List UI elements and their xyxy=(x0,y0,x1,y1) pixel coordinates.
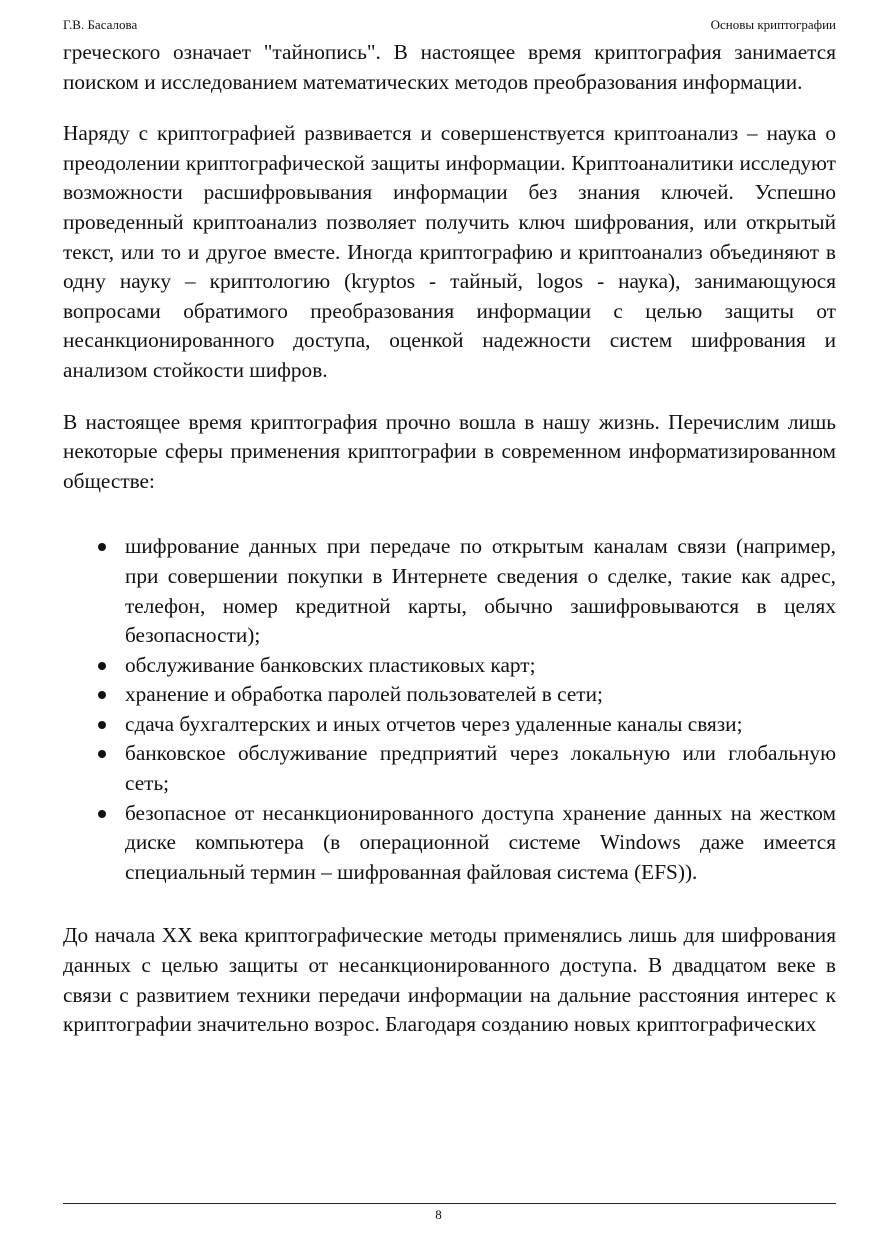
list-item xyxy=(125,799,836,888)
list-item xyxy=(125,710,836,740)
header-author: Г.В. Басалова xyxy=(63,17,138,32)
page-body xyxy=(63,38,836,1040)
paragraph-1: греческого означает "тайнопись". В настоящее время криптография занимается поиском и исследованием математических методов преобразования информации. xyxy=(63,40,836,94)
list-item-text: безопасное от несанкционированного доступа хранение данных на жестком диске компьютера (в операционной системе Windows даже имеется специальный термин – шифрованная файловая система (EFS)). xyxy=(125,800,836,884)
bullet-icon xyxy=(98,721,106,729)
bullet-icon xyxy=(98,810,106,818)
paragraph-4: До начала XX века криптографические методы применялись лишь для шифрования данных с целью защиты от несанкционированного доступа. В двадцатом веке в связи с развитием техники передачи информации на дальние расстояния интерес к криптографии значительно возрос. Благодаря созданию новых криптографических xyxy=(63,923,836,1037)
page-number: 8 xyxy=(435,1207,442,1222)
bullet-list xyxy=(63,532,836,887)
paragraph-2: Наряду с криптографией развивается и совершенствуется криптоанализ – наука о преодолении криптографической защиты информации. Криптоаналитики исследуют возможности расшифровывания информации без знания ключей. Успешно проведенный криптоанализ позволяет получить ключ шифрования, или открытый текст, или то и другое вместе. Иногда криптографию и криптоанализ объединяют в одну науку – криптологию (kryptos - тайный, logos - наука), занимающуюся вопросами обратимого преобразования информации с целью защиты от несанкционированного доступа, оценкой надежности систем шифрования и анализом стойкости шифров. xyxy=(63,121,836,382)
list-item-text: банковское обслуживание предприятий через локальную или глобальную сеть; xyxy=(125,741,836,796)
bullet-icon xyxy=(98,543,106,551)
paragraph-3: В настоящее время криптография прочно вошла в нашу жизнь. Перечислим лишь некоторые сферы применения криптографии в современном информатизированном обществе: xyxy=(63,409,836,493)
footer-divider xyxy=(63,1203,836,1204)
list-item-text: шифрование данных при передаче по открытым каналам связи (например, при совершении покупки в Интернете сведения о сделке, такие как адрес, телефон, номер кредитной карты, обычно зашифровываются в целях безопасности); xyxy=(125,534,836,648)
list-item-text: хранение и обработка паролей пользователей в сети; xyxy=(125,682,603,707)
header-title: Основы криптографии xyxy=(710,17,836,32)
page-header xyxy=(63,16,836,34)
list-item xyxy=(125,651,836,681)
bullet-icon xyxy=(98,691,106,699)
list-item-text: обслуживание банковских пластиковых карт; xyxy=(125,652,536,677)
list-item xyxy=(125,739,836,798)
bullet-icon xyxy=(98,662,106,670)
list-item xyxy=(125,532,836,650)
bullet-icon xyxy=(98,750,106,758)
list-item-text: сдача бухгалтерских и иных отчетов через удаленные каналы связи; xyxy=(125,711,743,736)
list-item xyxy=(125,680,836,710)
